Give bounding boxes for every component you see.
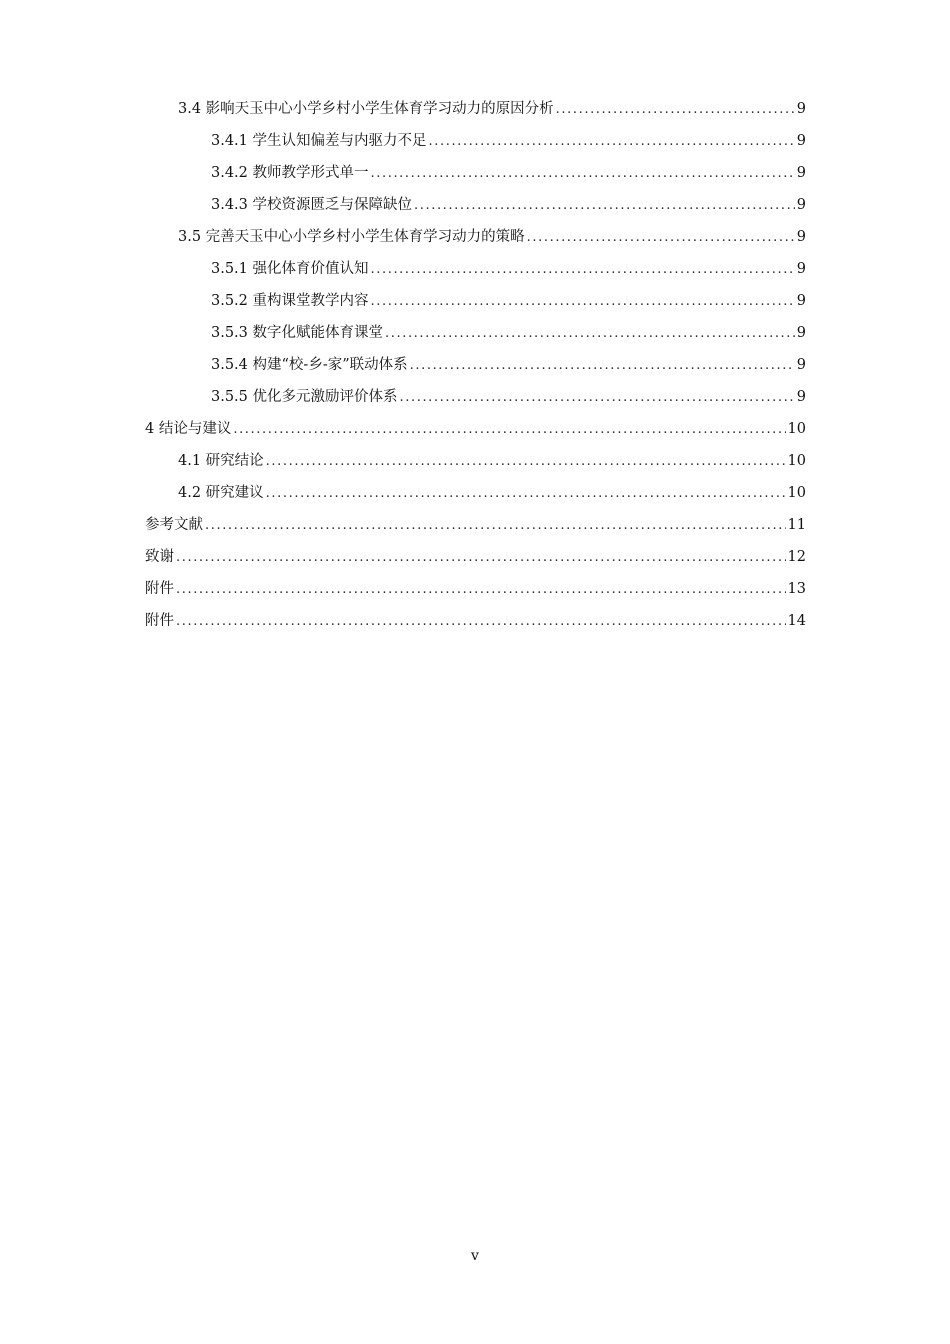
toc-entry[interactable]: [145, 221, 806, 253]
toc-leader-dots: [371, 254, 795, 286]
toc-entry[interactable]: [145, 541, 806, 573]
toc-entry-title: 3.5.4 构建“校-乡-家”联动体系: [211, 357, 408, 373]
toc-entry-title: 3.4.2 教师教学形式单一: [211, 165, 369, 181]
toc-entry-page: 9: [796, 357, 806, 373]
toc-leader-dots: [176, 574, 786, 606]
toc-entry-title: 致谢: [145, 549, 174, 565]
toc-entry-title: 参考文献: [145, 517, 203, 533]
toc-entry-title: 附件: [145, 613, 174, 629]
toc-entry-page: 9: [796, 325, 806, 341]
toc-entry-page: 13: [787, 581, 806, 597]
toc-entry-title: 3.4 影响天玉中心小学乡村小学生体育学习动力的原因分析: [178, 101, 554, 117]
toc-entry-page: 10: [787, 485, 806, 501]
toc-entry-title: 3.5.1 强化体育价值认知: [211, 261, 369, 277]
toc-entry[interactable]: [145, 605, 806, 637]
toc-entry-title: 4.2 研究建议: [178, 485, 264, 501]
toc-entry[interactable]: [145, 381, 806, 413]
toc-entry-page: 14: [787, 613, 806, 629]
toc-leader-dots: [400, 382, 795, 414]
toc-leader-dots: [410, 350, 795, 382]
toc-entry-title: 3.5.5 优化多元激励评价体系: [211, 389, 398, 405]
toc-leader-dots: [385, 318, 795, 350]
toc-entry-page: 9: [796, 133, 806, 149]
page-number: v: [471, 1248, 479, 1264]
toc-entry[interactable]: [145, 157, 806, 189]
toc-entry[interactable]: [145, 285, 806, 317]
toc-leader-dots: [371, 158, 795, 190]
toc-entry[interactable]: [145, 573, 806, 605]
toc-entry[interactable]: [145, 509, 806, 541]
toc-leader-dots: [429, 126, 795, 158]
toc-entry-title: 附件: [145, 581, 174, 597]
toc-entry-page: 10: [787, 421, 806, 437]
toc-entry[interactable]: [145, 445, 806, 477]
toc-entry-page: 9: [796, 293, 806, 309]
toc-entry-title: 3.5 完善天玉中心小学乡村小学生体育学习动力的策略: [178, 229, 525, 245]
toc-leader-dots: [176, 542, 786, 574]
toc-entry-title: 3.4.1 学生认知偏差与内驱力不足: [211, 133, 427, 149]
table-of-contents: [145, 93, 806, 637]
toc-leader-dots: [556, 94, 795, 126]
toc-leader-dots: [371, 286, 795, 318]
toc-entry[interactable]: [145, 413, 806, 445]
toc-entry-page: 9: [796, 389, 806, 405]
toc-entry[interactable]: [145, 93, 806, 125]
toc-entry-title: 3.4.3 学校资源匮乏与保障缺位: [211, 197, 413, 213]
toc-entry[interactable]: [145, 349, 806, 381]
toc-entry[interactable]: [145, 253, 806, 285]
toc-entry-title: 4.1 研究结论: [178, 453, 264, 469]
toc-entry-title: 4 结论与建议: [145, 421, 232, 437]
toc-leader-dots: [176, 606, 786, 638]
toc-entry[interactable]: [145, 125, 806, 157]
toc-entry-page: 9: [796, 101, 806, 117]
toc-entry-page: 9: [796, 197, 806, 213]
toc-leader-dots: [266, 478, 786, 510]
toc-leader-dots: [205, 510, 786, 542]
toc-entry-title: 3.5.2 重构课堂教学内容: [211, 293, 369, 309]
toc-entry-title: 3.5.3 数字化赋能体育课堂: [211, 325, 384, 341]
toc-leader-dots: [414, 190, 795, 222]
toc-leader-dots: [233, 414, 785, 446]
toc-entry-page: 11: [787, 517, 806, 533]
toc-leader-dots: [266, 446, 786, 478]
toc-leader-dots: [527, 222, 795, 254]
toc-entry[interactable]: [145, 477, 806, 509]
toc-entry[interactable]: [145, 317, 806, 349]
toc-entry[interactable]: [145, 189, 806, 221]
toc-entry-page: 9: [796, 261, 806, 277]
toc-entry-page: 12: [787, 549, 806, 565]
toc-entry-page: 9: [796, 229, 806, 245]
toc-entry-page: 10: [787, 453, 806, 469]
toc-entry-page: 9: [796, 165, 806, 181]
